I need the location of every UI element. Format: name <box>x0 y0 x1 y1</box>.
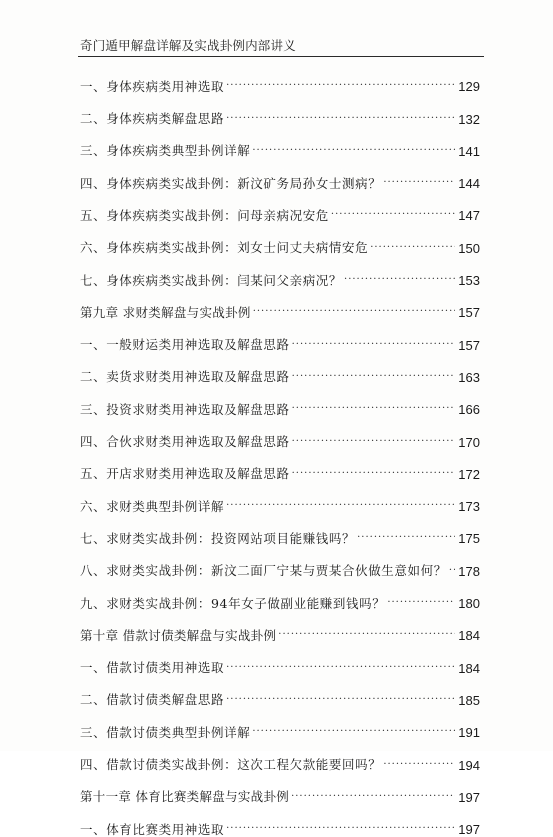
toc-entry-label: 五、开店求财类用神选取及解盘思路 <box>80 466 290 482</box>
toc-leader-dots <box>292 469 456 479</box>
toc-entry-label: 一、一般财运类用神选取及解盘思路 <box>80 337 290 353</box>
toc-entry-label: 二、身体疾病类解盘思路 <box>80 111 225 127</box>
toc-entry-label: 三、借款讨债类典型卦例详解 <box>80 724 251 740</box>
toc-leader-dots <box>331 210 455 220</box>
toc-entry-page: 132 <box>458 111 480 127</box>
toc-entry-label: 七、身体疾病类实战卦例：闫某问父亲病况？ <box>80 272 343 288</box>
toc-entry-page: 141 <box>458 143 480 159</box>
toc-entry-page: 194 <box>458 757 480 773</box>
toc-entry-page: 153 <box>458 273 480 289</box>
toc-leader-dots <box>278 630 455 640</box>
toc-leader-dots <box>357 533 455 543</box>
toc-entry-page: 163 <box>458 369 480 385</box>
toc-entry-label: 三、投资求财类用神选取及解盘思路 <box>80 401 290 417</box>
header-rule <box>78 56 484 57</box>
toc-entry-page: 172 <box>458 466 480 482</box>
toc-leader-dots <box>370 243 455 253</box>
toc-entry[interactable] <box>80 255 480 287</box>
toc-entry-label: 一、体育比赛类用神选取 <box>80 821 225 837</box>
toc-entry-label: 三、身体疾病类典型卦例详解 <box>80 143 251 159</box>
toc-entry-label: 六、身体疾病类实战卦例：刘女士问丈夫病情安危 <box>80 240 369 256</box>
toc-leader-dots <box>253 307 456 317</box>
toc-entry-label: 四、借款讨债类实战卦例：这次工程欠款能要回吗？ <box>80 757 382 773</box>
toc-entry-page: 147 <box>458 208 480 224</box>
toc-entry-page: 175 <box>458 531 480 547</box>
toc-chapter-heading[interactable] <box>80 772 480 804</box>
toc-entry-label: 二、借款讨债类解盘思路 <box>80 692 225 708</box>
table-of-contents <box>80 61 480 836</box>
running-header: 奇门遁甲解盘详解及实战卦例内部讲义 <box>80 38 296 53</box>
toc-entry[interactable] <box>80 190 480 222</box>
toc-leader-dots <box>387 598 455 608</box>
toc-leader-dots <box>383 760 455 770</box>
toc-leader-dots <box>292 437 456 447</box>
toc-entry-label: 二、卖货求财类用神选取及解盘思路 <box>80 369 290 385</box>
toc-leader-dots <box>252 727 455 737</box>
toc-leader-dots <box>252 146 455 156</box>
toc-chapter-page: 184 <box>458 628 480 644</box>
toc-chapter-page: 157 <box>458 305 480 321</box>
toc-entry[interactable] <box>80 384 480 416</box>
toc-entry-label: 九、求财类实战卦例：94年女子做副业能赚到钱吗？ <box>80 595 386 611</box>
toc-leader-dots <box>226 81 455 91</box>
toc-entry[interactable] <box>80 61 480 93</box>
toc-entry-page: 170 <box>458 434 480 450</box>
toc-leader-dots <box>449 566 455 576</box>
toc-entry-page: 178 <box>458 563 480 579</box>
toc-entry-page: 166 <box>458 402 480 418</box>
toc-entry-label: 四、合伙求财类用神选取及解盘思路 <box>80 434 290 450</box>
toc-leader-dots <box>226 695 455 705</box>
toc-entry[interactable] <box>80 578 480 610</box>
toc-entry-page: 197 <box>458 822 480 837</box>
toc-entry[interactable] <box>80 449 480 481</box>
toc-entry[interactable] <box>80 319 480 351</box>
toc-entry[interactable] <box>80 222 480 254</box>
toc-entry-label: 五、身体疾病类实战卦例：问母亲病况安危 <box>80 207 329 223</box>
toc-entry-page: 191 <box>458 725 480 741</box>
toc-entry-label: 六、求财类典型卦例详解 <box>80 498 225 514</box>
toc-chapter-label: 第九章 求财类解盘与实战卦例 <box>80 304 251 320</box>
toc-chapter-label: 第十章 借款讨债类解盘与实战卦例 <box>80 627 277 643</box>
toc-entry[interactable] <box>80 93 480 125</box>
toc-leader-dots <box>226 501 455 511</box>
toc-entry-page: 180 <box>458 596 480 612</box>
toc-chapter-heading[interactable] <box>80 610 480 642</box>
toc-entry[interactable] <box>80 513 480 545</box>
toc-leader-dots <box>344 275 455 285</box>
toc-entry[interactable] <box>80 416 480 448</box>
toc-leader-dots <box>292 340 456 350</box>
toc-chapter-heading[interactable] <box>80 287 480 319</box>
toc-leader-dots <box>226 114 455 124</box>
toc-entry[interactable] <box>80 126 480 158</box>
toc-chapter-page: 197 <box>458 789 480 805</box>
toc-leader-dots <box>226 824 455 834</box>
toc-chapter-label: 第十一章 体育比赛类解盘与实战卦例 <box>80 789 290 805</box>
toc-leader-dots <box>383 178 455 188</box>
toc-entry-page: 157 <box>458 337 480 353</box>
toc-entry-page: 129 <box>458 79 480 95</box>
toc-entry-page: 144 <box>458 176 480 192</box>
toc-entry[interactable] <box>80 642 480 674</box>
toc-entry[interactable] <box>80 481 480 513</box>
toc-entry-page: 184 <box>458 660 480 676</box>
toc-leader-dots <box>292 404 456 414</box>
toc-entry[interactable] <box>80 158 480 190</box>
toc-leader-dots <box>292 372 456 382</box>
toc-entry-label: 一、借款讨债类用神选取 <box>80 660 225 676</box>
toc-entry-label: 八、求财类实战卦例：新汶二面厂宁某与贾某合伙做生意如何？ <box>80 563 447 579</box>
toc-entry-label: 一、身体疾病类用神选取 <box>80 78 225 94</box>
toc-entry-label: 四、身体疾病类实战卦例：新汶矿务局孙女士测病？ <box>80 175 382 191</box>
toc-entry-page: 185 <box>458 692 480 708</box>
toc-entry[interactable] <box>80 675 480 707</box>
toc-entry[interactable] <box>80 707 480 739</box>
toc-entry[interactable] <box>80 545 480 577</box>
toc-entry-label: 七、求财类实战卦例：投资网站项目能赚钱吗？ <box>80 530 356 546</box>
toc-entry[interactable] <box>80 352 480 384</box>
toc-entry-page: 173 <box>458 499 480 515</box>
toc-entry[interactable] <box>80 804 480 836</box>
toc-leader-dots <box>291 792 455 802</box>
toc-entry-page: 150 <box>458 240 480 256</box>
toc-leader-dots <box>226 663 455 673</box>
toc-entry[interactable] <box>80 739 480 771</box>
